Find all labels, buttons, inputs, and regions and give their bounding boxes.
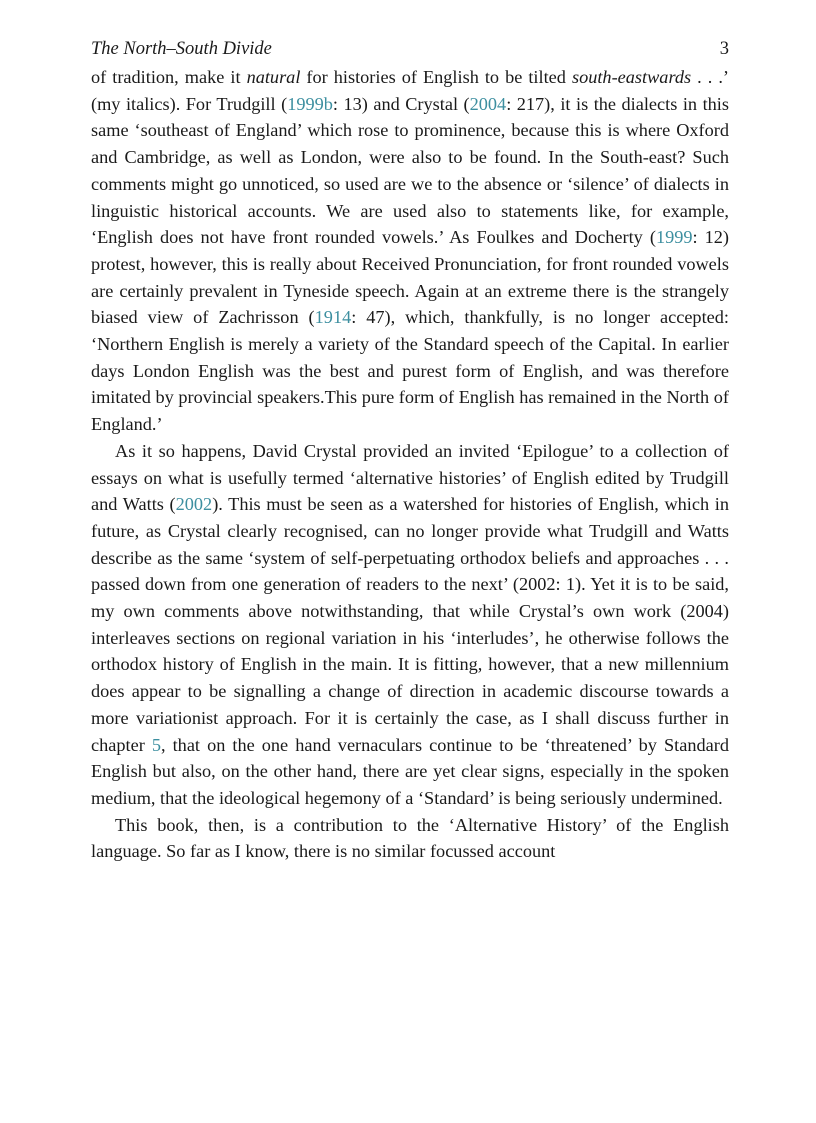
paragraph-2 (91, 438, 729, 812)
italic-text: south-eastwards (571, 67, 692, 87)
italic-text: natural (246, 67, 301, 87)
text-segment: : 13) and Crystal ( (332, 93, 470, 114)
citation-link[interactable]: 1999 (655, 227, 693, 248)
text-segment: : 12) protest, however, this is really about Received Pronunciation, for front rounded vowels are certainly prevalent in Tyneside speech. Again at an extreme there is the strangely biased view of Zachrisson ( (91, 227, 729, 328)
paragraph-1 (91, 64, 729, 438)
text-segment: This book, then, is a contribution to the ‘Alternative History’ of the English language. So far as I know, there is no similar focussed account (91, 814, 729, 862)
citation-link[interactable]: 1914 (314, 307, 352, 328)
citation-link[interactable]: 1999b (287, 93, 333, 114)
body-text (91, 64, 729, 865)
page-number: 3 (719, 39, 729, 59)
text-segment: : 217), it is the dialects in this same ‘southeast of England’ which rose to prominence, because this is where Oxford and Cambridge, as well as London, were also to be found. In the South-east? Such comments might go unnoticed, so used are we to the absence or ‘silence’ of dialects in linguistic historical accounts. We are used also to statements like, for example, ‘English does not have front rounded vowels.’ As Foulkes and Docherty ( (91, 93, 729, 248)
citation-link[interactable]: 2002 (175, 494, 213, 515)
book-page (91, 36, 729, 865)
text-segment: of tradition, make it (91, 67, 247, 87)
chapter-link[interactable]: 5 (151, 734, 161, 755)
running-head (91, 36, 729, 62)
paragraph-3 (91, 812, 729, 865)
text-segment: : 47), which, thankfully, is no longer accepted: ‘Northern English is merely a variety of the Standard speech of the Capital. In earlier days London English was the best and purest form of English, and was therefore imitated by provincial speakers.This pure form of English has remained in the North of England.’ (91, 307, 729, 435)
running-title: The North–South Divide (91, 39, 272, 59)
text-segment: for histories of English to be tilted (300, 67, 572, 87)
citation-link[interactable]: 2004 (469, 93, 507, 114)
text-segment: , that on the one hand vernaculars continue to be ‘threatened’ by Standard English but also, on the other hand, there are yet clear signs, especially in the spoken medium, that the ideological hegemony of a ‘Standard’ is being seriously undermined. (91, 734, 729, 808)
text-segment: As it so happens, David Crystal provided an invited ‘Epilogue’ to a collection of essays on what is usefully termed ‘alternative histories’ of English edited by Trudgill and Watts ( (91, 440, 729, 515)
text-segment: ). This must be seen as a watershed for histories of English, which in future, as Crystal clearly recognised, can no longer provide what Trudgill and Watts describe as the same ‘system of self-perpetuating orthodox beliefs and approaches . . . passed down from one generation of readers to the next’ (2002: 1). Yet it is to be said, my own comments above notwithstanding, that while Crystal’s own work (2004) interleaves sections on regional variation in his ‘interludes’, he otherwise follows the orthodox history of English in the main. It is fitting, however, that a new millennium does appear to be signalling a change of direction in academic discourse towards a more variationist approach. For it is certainly the case, as I shall discuss further in chapter (91, 494, 729, 755)
text-segment: . . .’ (my italics). For Trudgill ( (91, 67, 729, 114)
